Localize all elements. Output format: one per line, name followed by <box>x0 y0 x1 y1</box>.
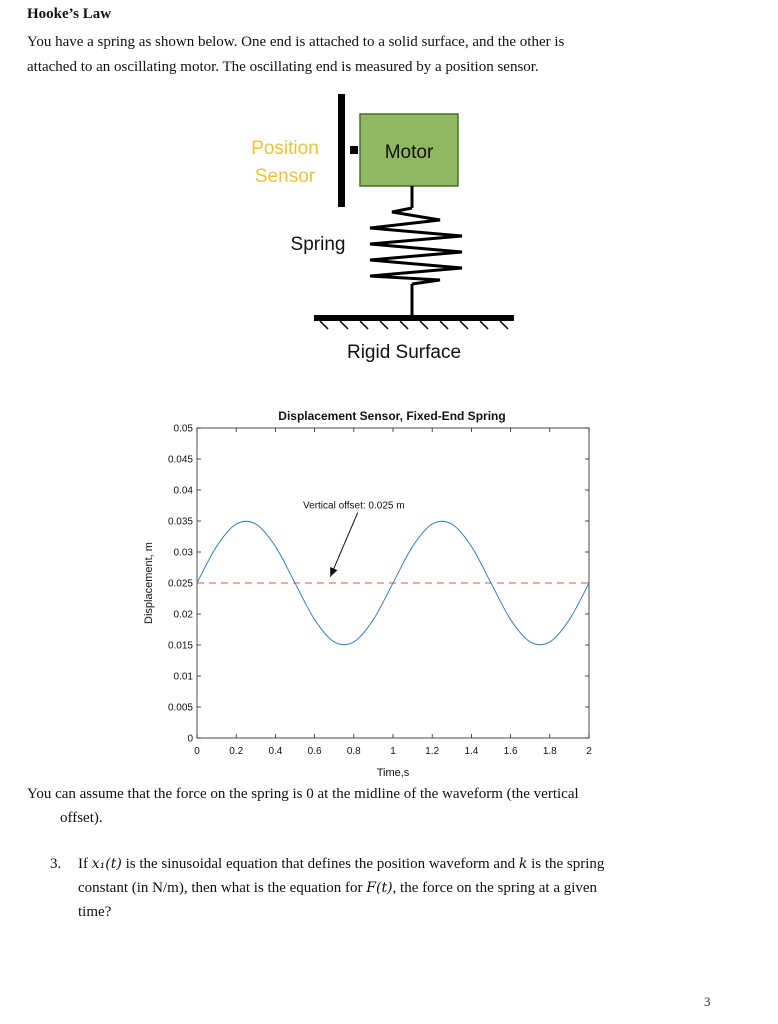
y-tick-label: 0.045 <box>167 454 193 466</box>
spring-label: Spring <box>290 234 346 255</box>
x-tick-label: 1.8 <box>542 746 557 757</box>
question-body <box>78 852 740 924</box>
x-tick-label: 1.4 <box>464 746 479 757</box>
x-tick-label: 0.2 <box>229 746 244 757</box>
sensor-label-1: Position <box>251 138 319 159</box>
motor-label: Motor <box>384 142 434 163</box>
surface-hatching <box>320 321 508 329</box>
question-line-1: If x₁(t) is the sinusoidal equation that defines the position waveform and k is the spring <box>78 856 605 872</box>
intro-line-1: You have a spring as shown below. One end is attached to a solid surface, and the other is <box>27 34 565 50</box>
assumption-line-1: You can assume that the force on the spring is 0 at the midline of the waveform (the vertical <box>27 786 579 802</box>
var-Ft: F(t) <box>366 880 393 896</box>
y-tick-label: 0.04 <box>173 485 193 497</box>
spring-diagram <box>0 80 778 380</box>
x-tick-label: 0.6 <box>307 746 322 757</box>
question-line-3: time? <box>78 904 112 920</box>
y-tick-label: 0.05 <box>173 423 193 435</box>
x-tick-label: 0.8 <box>346 746 361 757</box>
spring-coil <box>370 208 462 284</box>
var-x1t: x₁(t) <box>91 856 122 872</box>
x-tick-label: 1.6 <box>503 746 518 757</box>
offset-annotation: Vertical offset: 0.025 m <box>303 500 405 512</box>
y-tick-label: 0.025 <box>167 578 193 590</box>
surface-label: Rigid Surface <box>346 342 462 363</box>
assumption-line-2: offset). <box>60 810 103 826</box>
displacement-chart <box>130 400 610 785</box>
page-title: Hooke’s Law <box>27 6 112 22</box>
x-axis-label: Time,s <box>376 767 410 779</box>
position-sensor-bar <box>338 94 345 207</box>
rigid-surface <box>314 315 514 321</box>
sensor-label-2: Sensor <box>254 166 316 187</box>
question-number: 3. <box>50 856 62 872</box>
y-tick-label: 0 <box>187 733 193 745</box>
x-tick-label: 0.4 <box>268 746 283 757</box>
x-tick-label: 0 <box>194 746 200 757</box>
y-tick-label: 0.03 <box>173 547 193 559</box>
x-tick-label: 1 <box>390 746 396 757</box>
y-tick-label: 0.01 <box>173 671 193 683</box>
question-3 <box>50 852 740 924</box>
y-tick-label: 0.015 <box>167 640 193 652</box>
intro-paragraph <box>27 30 737 80</box>
y-tick-label: 0.02 <box>173 609 193 621</box>
y-axis-label: Displacement, m <box>143 542 155 624</box>
x-tick-label: 1.2 <box>425 746 440 757</box>
y-tick-label: 0.035 <box>167 516 193 528</box>
question-line-2: constant (in N/m), then what is the equation for F(t), the force on the spring at a given <box>78 880 598 896</box>
sensor-target <box>350 146 358 154</box>
chart-title: Displacement Sensor, Fixed-End Spring <box>278 409 506 423</box>
assumption-paragraph <box>27 782 747 830</box>
page-number: 3 <box>704 994 711 1009</box>
x-tick-label: 2 <box>586 746 592 757</box>
intro-line-2: attached to an oscillating motor. The oscillating end is measured by a position sensor. <box>27 59 539 75</box>
y-tick-label: 0.005 <box>167 702 193 714</box>
var-k: k <box>518 856 528 872</box>
